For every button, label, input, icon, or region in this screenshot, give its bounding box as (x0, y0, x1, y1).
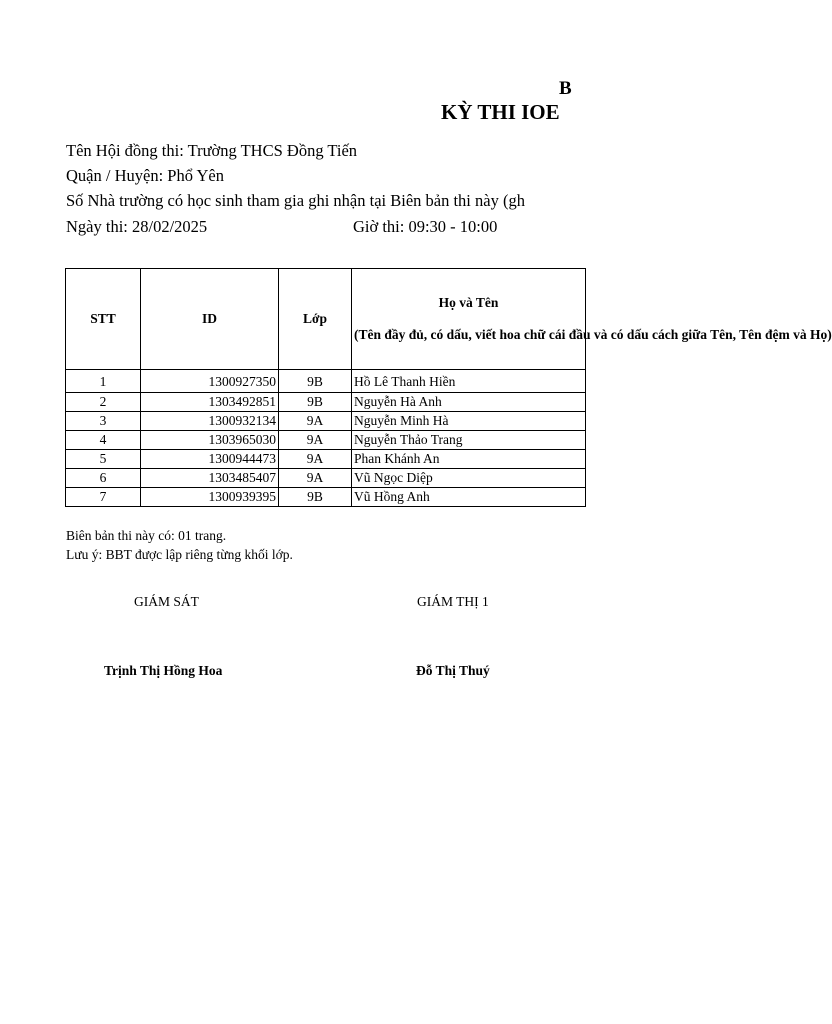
cell-name: Vũ Hồng Anh (352, 488, 586, 507)
cell-name: Hồ Lê Thanh Hiền (352, 370, 586, 393)
cell-id: 1300944473 (141, 450, 279, 469)
header-id: ID (141, 269, 279, 370)
table-row (66, 488, 586, 507)
remark-note: Lưu ý: BBT được lập riêng từng khối lớp. (66, 547, 293, 562)
proctor1-name: Đỗ Thị Thuý (416, 663, 490, 678)
cell-stt: 2 (66, 393, 141, 412)
cell-class: 9B (279, 393, 352, 412)
header-class: Lớp (279, 269, 352, 370)
cell-id: 1300932134 (141, 412, 279, 431)
cell-name: Phan Khánh An (352, 450, 586, 469)
table-row (66, 370, 586, 393)
table-row (66, 412, 586, 431)
table-row (66, 431, 586, 450)
council-name: Tên Hội đồng thi: Trường THCS Đồng Tiến (66, 141, 358, 160)
exam-time: Giờ thi: 09:30 - 10:00 (353, 217, 498, 236)
proctor1-title: GIÁM THỊ 1 (417, 594, 489, 609)
table-header-row (66, 269, 586, 370)
document-title-line1: B (559, 78, 572, 99)
cell-id: 1303965030 (141, 431, 279, 450)
cell-class: 9A (279, 431, 352, 450)
cell-id: 1303492851 (141, 393, 279, 412)
cell-stt: 3 (66, 412, 141, 431)
cell-class: 9A (279, 412, 352, 431)
cell-name: Nguyễn Minh Hà (352, 412, 586, 431)
student-table (65, 268, 832, 507)
exam-date: Ngày thi: 28/02/2025 (66, 217, 208, 236)
district-name: Quận / Huyện: Phổ Yên (66, 166, 224, 185)
header-name (352, 269, 832, 370)
cell-stt: 6 (66, 469, 141, 488)
cell-id: 1300927350 (141, 370, 279, 393)
cell-stt: 5 (66, 450, 141, 469)
header-name-title: Họ và Tên (438, 295, 499, 310)
document-title-line2: KỲ THI IOE (441, 100, 560, 124)
cell-class: 9A (279, 450, 352, 469)
cell-stt: 1 (66, 370, 141, 393)
cell-name: Nguyễn Thảo Trang (352, 431, 586, 450)
cell-stt: 7 (66, 488, 141, 507)
table-row (66, 469, 586, 488)
cell-stt: 4 (66, 431, 141, 450)
table-row (66, 450, 586, 469)
cell-name: Vũ Ngọc Diệp (352, 469, 586, 488)
supervisor-name: Trịnh Thị Hồng Hoa (104, 663, 223, 678)
student-count-line: Số Nhà trường có học sinh tham gia ghi nhận tại Biên bản thi này (gh (66, 191, 525, 210)
cell-name: Nguyễn Hà Anh (352, 393, 586, 412)
header-name-note: (Tên đầy đủ, có dấu, viết hoa chữ cái đầu và có dấu cách giữa Tên, Tên đệm và Họ) (354, 327, 832, 342)
cell-class: 9B (279, 488, 352, 507)
cell-class: 9B (279, 370, 352, 393)
cell-id: 1303485407 (141, 469, 279, 488)
supervisor-title: GIÁM SÁT (134, 594, 199, 609)
cell-class: 9A (279, 469, 352, 488)
cell-id: 1300939395 (141, 488, 279, 507)
header-stt: STT (66, 269, 141, 370)
table-row (66, 393, 586, 412)
page-count-note: Biên bản thi này có: 01 trang. (66, 528, 227, 543)
